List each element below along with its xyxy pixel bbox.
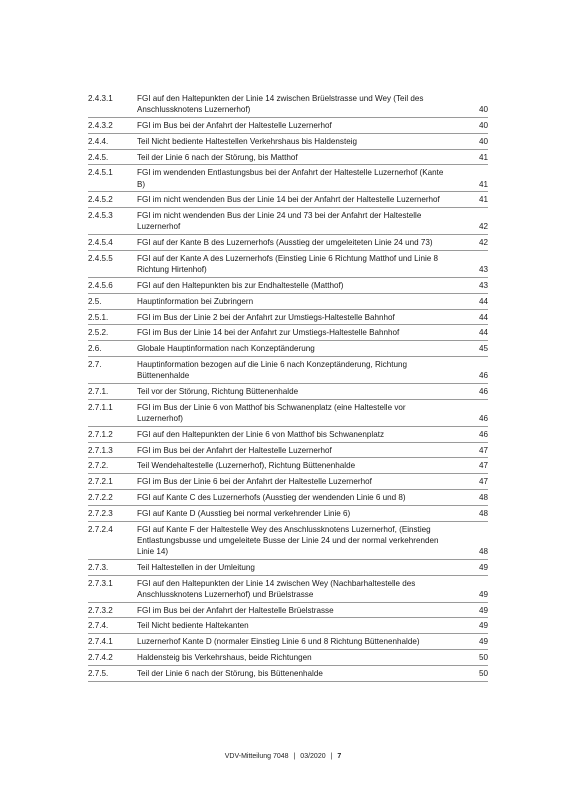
toc-entry-title: FGI auf Kante C des Luzernerhofs (Ausstieg der wendenden Linie 6 und 8)	[137, 492, 406, 502]
footer-page-number: 7	[337, 753, 342, 760]
toc-entry-page: 46	[478, 371, 488, 381]
toc-entry-page: 41	[478, 152, 488, 162]
toc-entry[interactable]	[88, 310, 488, 326]
toc-entry-number: 2.7.4.	[88, 621, 109, 631]
toc-entry-page: 40	[478, 136, 488, 146]
toc-entry-number: 2.7.2.2	[88, 492, 113, 502]
toc-entry[interactable]	[88, 118, 488, 134]
toc-entry-title: FGI im Bus der Linie 14 bei der Anfahrt zur Umstiegs-Haltestelle Bahnhof	[137, 328, 400, 338]
toc-entry-title: Teil der Linie 6 nach der Störung, bis Matthof	[137, 152, 298, 162]
toc-entry[interactable]	[88, 522, 488, 560]
toc-entry[interactable]	[88, 192, 488, 208]
toc-entry[interactable]	[88, 650, 488, 666]
toc-entry-number: 2.7.2.3	[88, 508, 113, 518]
toc-entry-title: FGI auf der Kante A des Luzernerhofs (Einstieg Linie 6 Richtung Matthof und Linie 8 Richtung Hirtenhof)	[137, 253, 439, 275]
toc-entry[interactable]	[88, 357, 488, 384]
footer-date: 03/2020	[300, 753, 326, 760]
toc-entry-title: FGI im Bus der Linie 6 bei der Anfahrt der Haltestelle Luzernerhof	[137, 477, 372, 487]
toc-entry-title: Teil vor der Störung, Richtung Büttenenhalde	[137, 386, 299, 396]
toc-entry-title: FGI auf den Haltepunkten bis zur Endhaltestelle (Matthof)	[137, 280, 344, 290]
toc-entry-number: 2.6.	[88, 344, 102, 354]
footer-separator: |	[330, 753, 333, 760]
toc-entry-page: 41	[478, 179, 488, 189]
toc-entry-title: FGI im Bus bei der Anfahrt der Haltestelle Luzernerhof	[137, 445, 332, 455]
toc-entry[interactable]	[88, 341, 488, 357]
toc-entry-number: 2.7.3.	[88, 562, 109, 572]
table-of-contents	[88, 91, 488, 682]
toc-entry[interactable]	[88, 458, 488, 474]
toc-entry-number: 2.7.1.	[88, 386, 109, 396]
toc-entry-title: FGI auf den Haltepunkten der Linie 14 zwischen Brüelstrasse und Wey (Teil des Anschlussknotens Luzernerhof)	[137, 94, 424, 115]
footer-separator: |	[293, 753, 296, 760]
toc-entry-number: 2.5.1.	[88, 312, 109, 322]
toc-entry-page: 40	[478, 121, 488, 130]
toc-entry-title: FGI auf Kante D (Ausstieg bei normal verkehrender Linie 6)	[137, 508, 351, 518]
toc-entry-page: 49	[478, 605, 488, 615]
toc-entry-page: 48	[478, 546, 488, 556]
toc-entry-page: 47	[478, 461, 488, 471]
toc-entry-title: FGI im Bus bei der Anfahrt der Haltestelle Brüelstrasse	[137, 605, 334, 615]
toc-entry-page: 49	[478, 621, 488, 631]
toc-entry-title: FGI auf den Haltepunkten der Linie 14 zwischen Wey (Nachbarhaltestelle des Anschlussknotens Luzernerhof) und Brüelstrasse	[137, 578, 416, 599]
toc-entry-number: 2.4.5.4	[88, 238, 113, 248]
toc-entry[interactable]	[88, 235, 488, 251]
toc-entry-number: 2.4.5.5	[88, 253, 113, 263]
toc-entry-page: 43	[478, 265, 488, 275]
toc-entry-title: Globale Hauptinformation nach Konzeptänderung	[137, 344, 315, 354]
toc-entry-number: 2.7.2.1	[88, 477, 113, 487]
toc-entry-page: 42	[478, 222, 488, 232]
toc-entry-page: 50	[478, 668, 488, 678]
toc-entry-number: 2.4.5.	[88, 152, 109, 162]
toc-entry[interactable]	[88, 384, 488, 400]
toc-entry-title: Teil Nicht bediente Haltestellen Verkehrshaus bis Haldensteig	[137, 136, 358, 146]
toc-entry-title: FGI auf Kante F der Haltestelle Wey des Anschlussknotens Luzernerhof, (Einstieg Entlastungsbusse und umgeleitete Busse der Linie 24 und der normal verkehrenden Linie 14)	[137, 524, 439, 556]
toc-entry[interactable]	[88, 618, 488, 634]
toc-entry-page: 49	[478, 562, 488, 572]
toc-entry-page: 48	[478, 508, 488, 518]
toc-entry-page: 41	[478, 195, 488, 205]
toc-entry[interactable]	[88, 603, 488, 619]
toc-entry-number: 2.7.	[88, 359, 102, 369]
toc-entry-page: 44	[478, 328, 488, 338]
toc-entry-number: 2.7.1.2	[88, 429, 113, 439]
toc-entry-title: Teil Haltestellen in der Umleitung	[137, 562, 255, 572]
toc-entry[interactable]	[88, 560, 488, 576]
toc-entry-number: 2.7.4.2	[88, 652, 113, 662]
toc-entry[interactable]	[88, 278, 488, 294]
toc-entry-page: 46	[478, 386, 488, 396]
toc-entry-page: 44	[478, 312, 488, 322]
toc-entry-page: 49	[478, 637, 488, 647]
toc-entry-page: 45	[478, 344, 488, 354]
toc-entry[interactable]	[88, 294, 488, 310]
toc-entry-number: 2.7.3.1	[88, 578, 113, 588]
toc-entry[interactable]	[88, 400, 488, 427]
toc-entry-title: Luzernerhof Kante D (normaler Einstieg Linie 6 und 8 Richtung Büttenenhalde)	[137, 637, 420, 647]
toc-entry-title: Teil Nicht bediente Haltekanten	[137, 621, 249, 631]
toc-entry-page: 50	[478, 652, 488, 662]
toc-entry[interactable]	[88, 634, 488, 650]
toc-entry-number: 2.4.5.3	[88, 211, 113, 221]
toc-entry-number: 2.5.2.	[88, 328, 109, 338]
toc-entry-number: 2.5.	[88, 296, 102, 306]
toc-entry-page: 42	[478, 238, 488, 248]
toc-entry-number: 2.4.3.2	[88, 121, 113, 130]
footer-publication: VDV-Mitteilung 7048	[224, 753, 289, 760]
toc-entry-number: 2.7.4.1	[88, 637, 113, 647]
toc-entry-page: 40	[478, 105, 488, 115]
toc-entry-number: 2.7.1.3	[88, 445, 113, 455]
toc-entry-title: FGI im Bus bei der Anfahrt der Haltestelle Luzernerhof	[137, 121, 332, 130]
toc-entry-number: 2.7.5.	[88, 668, 109, 678]
toc-entry[interactable]	[88, 251, 488, 278]
toc-entry[interactable]	[88, 134, 488, 150]
toc-entry[interactable]	[88, 325, 488, 341]
toc-entry[interactable]	[88, 91, 488, 118]
toc-entry-page: 46	[478, 413, 488, 423]
toc-entry[interactable]	[88, 443, 488, 459]
toc-entry-number: 2.7.3.2	[88, 605, 113, 615]
toc-entry-title: FGI im Bus der Linie 6 von Matthof bis Schwanenplatz (eine Haltestelle vor Luzernerhof)	[137, 402, 406, 423]
page-footer	[0, 753, 566, 760]
toc-entry-title: Teil der Linie 6 nach der Störung, bis Büttenenhalde	[137, 668, 323, 678]
toc-entry-title: FGI im nicht wendenden Bus der Linie 24 und 73 bei der Anfahrt der Haltestelle Luzernerhof	[137, 211, 422, 232]
toc-entry-page: 48	[478, 492, 488, 502]
toc-entry-title: FGI auf den Haltepunkten der Linie 6 von Matthof bis Schwanenplatz	[137, 429, 385, 439]
toc-entry-page: 46	[478, 429, 488, 439]
toc-entry-title: Teil Wendehaltestelle (Luzernerhof), Richtung Büttenenhalde	[137, 461, 356, 471]
toc-entry[interactable]	[88, 150, 488, 166]
toc-entry-number: 2.4.5.2	[88, 195, 113, 205]
toc-entry-number: 2.7.2.	[88, 461, 109, 471]
toc-entry-title: Hauptinformation bezogen auf die Linie 6 nach Konzeptänderung, Richtung Büttenenhalde	[137, 359, 407, 381]
toc-entry-number: 2.4.5.6	[88, 280, 113, 290]
toc-entry-number: 2.7.2.4	[88, 524, 113, 534]
toc-entry[interactable]	[88, 490, 488, 506]
toc-entry[interactable]	[88, 165, 488, 192]
toc-entry-number: 2.4.5.1	[88, 168, 113, 178]
toc-entry[interactable]	[88, 427, 488, 443]
toc-entry-title: FGI im wendenden Entlastungsbus bei der Anfahrt der Haltestelle Luzernerhof (Kante B)	[137, 168, 444, 189]
toc-entry-page: 43	[478, 280, 488, 290]
toc-entry-page: 49	[478, 589, 488, 599]
toc-entry-number: 2.4.4.	[88, 136, 109, 146]
toc-entry[interactable]	[88, 666, 488, 682]
toc-entry-number: 2.4.3.1	[88, 94, 113, 103]
toc-entry-page: 44	[478, 296, 488, 306]
toc-entry[interactable]	[88, 506, 488, 522]
toc-entry-title: FGI auf der Kante B des Luzernerhofs (Ausstieg der umgeleiteten Linie 24 und 73)	[137, 238, 433, 248]
toc-entry-page: 47	[478, 477, 488, 487]
toc-entry-title: Haldensteig bis Verkehrshaus, beide Richtungen	[137, 652, 312, 662]
toc-entry-number: 2.7.1.1	[88, 402, 113, 412]
toc-entry-title: FGI im Bus der Linie 2 bei der Anfahrt zur Umstiegs-Haltestelle Bahnhof	[137, 312, 395, 322]
toc-entry-page: 47	[478, 445, 488, 455]
toc-entry-title: Hauptinformation bei Zubringern	[137, 296, 254, 306]
toc-entry[interactable]	[88, 474, 488, 490]
toc-entry-title: FGI im nicht wendenden Bus der Linie 14 bei der Anfahrt der Haltestelle Luzernerhof	[137, 195, 440, 205]
toc-entry[interactable]	[88, 576, 488, 603]
toc-entry[interactable]	[88, 208, 488, 235]
